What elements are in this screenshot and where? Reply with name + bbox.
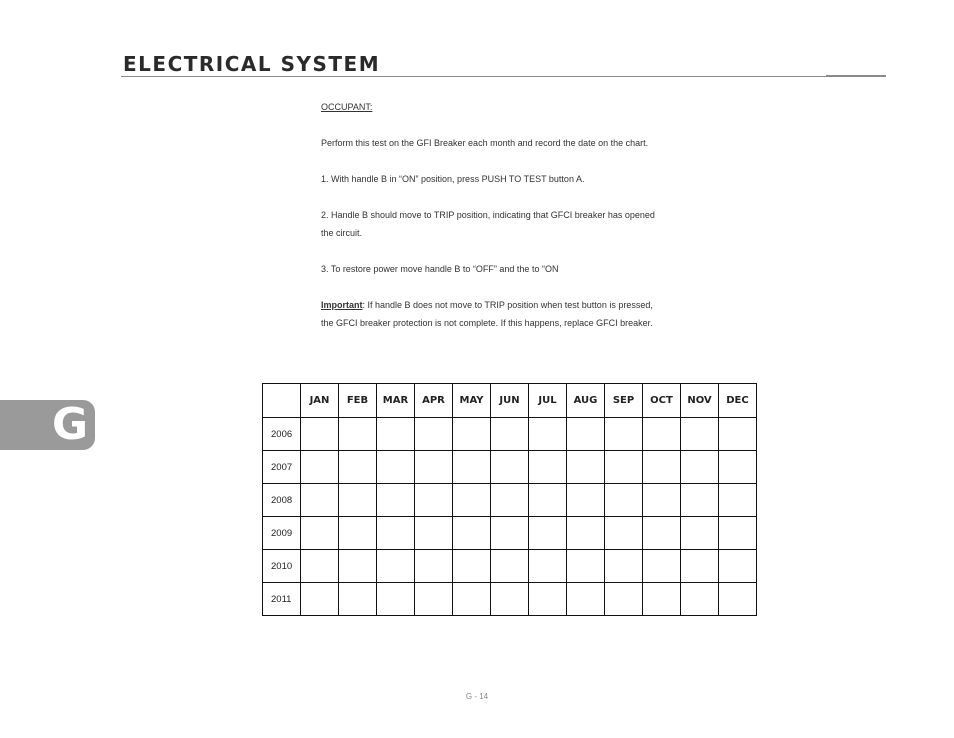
chart-row [263, 517, 757, 550]
step-1: 1. With handle B in “ON” position, press PUSH TO TEST button A. [321, 174, 585, 184]
date-entry-cell[interactable] [377, 517, 415, 550]
intro-text: Perform this test on the GFI Breaker each month and record the date on the chart. [321, 138, 649, 148]
chart-row [263, 550, 757, 583]
important-note-line-1 [321, 296, 721, 314]
year-label: 2010 [263, 550, 301, 583]
month-header: MAR [377, 384, 415, 418]
date-entry-cell[interactable] [643, 484, 681, 517]
date-entry-cell[interactable] [415, 451, 453, 484]
gfci-test-chart [262, 383, 757, 616]
month-header: JAN [301, 384, 339, 418]
date-entry-cell[interactable] [453, 484, 491, 517]
date-entry-cell[interactable] [491, 451, 529, 484]
month-header: DEC [719, 384, 757, 418]
year-label: 2007 [263, 451, 301, 484]
date-entry-cell[interactable] [453, 451, 491, 484]
occupant-heading: OCCUPANT: [321, 102, 373, 112]
date-entry-cell[interactable] [605, 583, 643, 616]
date-entry-cell[interactable] [605, 484, 643, 517]
date-entry-cell[interactable] [377, 484, 415, 517]
step-2-line-1: 2. Handle B should move to TRIP position, indicating that GFCI breaker has opened [321, 210, 655, 220]
month-header: SEP [605, 384, 643, 418]
page-number: G - 14 [465, 692, 489, 701]
date-entry-cell[interactable] [719, 583, 757, 616]
date-entry-cell[interactable] [301, 583, 339, 616]
date-entry-cell[interactable] [491, 550, 529, 583]
date-entry-cell[interactable] [377, 583, 415, 616]
chart-row [263, 418, 757, 451]
date-entry-cell[interactable] [643, 583, 681, 616]
month-header: FEB [339, 384, 377, 418]
date-entry-cell[interactable] [719, 550, 757, 583]
date-entry-cell[interactable] [415, 583, 453, 616]
date-entry-cell[interactable] [453, 418, 491, 451]
year-label: 2008 [263, 484, 301, 517]
instructions-block [321, 98, 721, 332]
date-entry-cell[interactable] [643, 451, 681, 484]
date-entry-cell[interactable] [491, 484, 529, 517]
date-entry-cell[interactable] [605, 451, 643, 484]
step-2-line-2: the circuit. [321, 228, 363, 238]
month-header: JUL [529, 384, 567, 418]
date-entry-cell[interactable] [415, 484, 453, 517]
month-header: APR [415, 384, 453, 418]
important-label: Important [321, 300, 363, 310]
date-entry-cell[interactable] [567, 550, 605, 583]
month-header: JUN [491, 384, 529, 418]
month-header: MAY [453, 384, 491, 418]
date-entry-cell[interactable] [339, 451, 377, 484]
date-entry-cell[interactable] [339, 517, 377, 550]
date-entry-cell[interactable] [529, 517, 567, 550]
date-entry-cell[interactable] [339, 418, 377, 451]
year-label: 2006 [263, 418, 301, 451]
date-entry-cell[interactable] [681, 517, 719, 550]
important-text: : If handle B does not move to TRIP position when test button is pressed, [362, 300, 653, 310]
date-entry-cell[interactable] [605, 418, 643, 451]
date-entry-cell[interactable] [681, 418, 719, 451]
date-entry-cell[interactable] [491, 517, 529, 550]
date-entry-cell[interactable] [339, 583, 377, 616]
date-entry-cell[interactable] [453, 583, 491, 616]
important-note-line-2: the GFCI breaker protection is not complete. If this happens, replace GFCI breaker. [321, 318, 653, 328]
date-entry-cell[interactable] [377, 418, 415, 451]
date-entry-cell[interactable] [719, 418, 757, 451]
date-entry-cell[interactable] [301, 451, 339, 484]
date-entry-cell[interactable] [681, 451, 719, 484]
chart-row [263, 583, 757, 616]
date-entry-cell[interactable] [719, 517, 757, 550]
date-entry-cell[interactable] [339, 550, 377, 583]
date-entry-cell[interactable] [605, 517, 643, 550]
chart-row [263, 451, 757, 484]
chart-header-row [263, 384, 757, 418]
header-rule [121, 76, 886, 77]
date-entry-cell[interactable] [529, 451, 567, 484]
date-entry-cell[interactable] [567, 484, 605, 517]
date-entry-cell[interactable] [567, 451, 605, 484]
date-entry-cell[interactable] [529, 550, 567, 583]
date-entry-cell[interactable] [491, 418, 529, 451]
year-label: 2009 [263, 517, 301, 550]
date-entry-cell[interactable] [719, 451, 757, 484]
date-entry-cell[interactable] [719, 484, 757, 517]
date-entry-cell[interactable] [529, 418, 567, 451]
page-title: ELECTRICAL SYSTEM [123, 52, 381, 76]
section-tab [0, 400, 95, 450]
chart-body [263, 418, 757, 616]
date-entry-cell[interactable] [605, 550, 643, 583]
chart-row [263, 484, 757, 517]
date-entry-cell[interactable] [301, 517, 339, 550]
date-entry-cell[interactable] [681, 484, 719, 517]
date-entry-cell[interactable] [415, 550, 453, 583]
month-header: NOV [681, 384, 719, 418]
date-entry-cell[interactable] [567, 517, 605, 550]
date-entry-cell[interactable] [377, 550, 415, 583]
chart-corner-cell [263, 384, 301, 418]
date-entry-cell[interactable] [339, 484, 377, 517]
year-label: 2011 [263, 583, 301, 616]
date-entry-cell[interactable] [491, 583, 529, 616]
date-entry-cell[interactable] [415, 517, 453, 550]
date-entry-cell[interactable] [681, 583, 719, 616]
date-entry-cell[interactable] [529, 484, 567, 517]
date-entry-cell[interactable] [643, 550, 681, 583]
month-header: AUG [567, 384, 605, 418]
section-tab-letter: G [52, 399, 89, 450]
date-entry-cell[interactable] [301, 550, 339, 583]
date-entry-cell[interactable] [643, 517, 681, 550]
date-entry-cell[interactable] [567, 583, 605, 616]
step-3: 3. To restore power move handle B to “OFF” and the to “ON [321, 264, 559, 274]
date-entry-cell[interactable] [415, 418, 453, 451]
date-entry-cell[interactable] [301, 484, 339, 517]
date-entry-cell[interactable] [301, 418, 339, 451]
date-entry-cell[interactable] [453, 550, 491, 583]
month-header: OCT [643, 384, 681, 418]
header-rule-accent [826, 75, 886, 77]
date-entry-cell[interactable] [377, 451, 415, 484]
date-entry-cell[interactable] [453, 517, 491, 550]
date-entry-cell[interactable] [681, 550, 719, 583]
date-entry-cell[interactable] [567, 418, 605, 451]
date-entry-cell[interactable] [529, 583, 567, 616]
date-entry-cell[interactable] [643, 418, 681, 451]
